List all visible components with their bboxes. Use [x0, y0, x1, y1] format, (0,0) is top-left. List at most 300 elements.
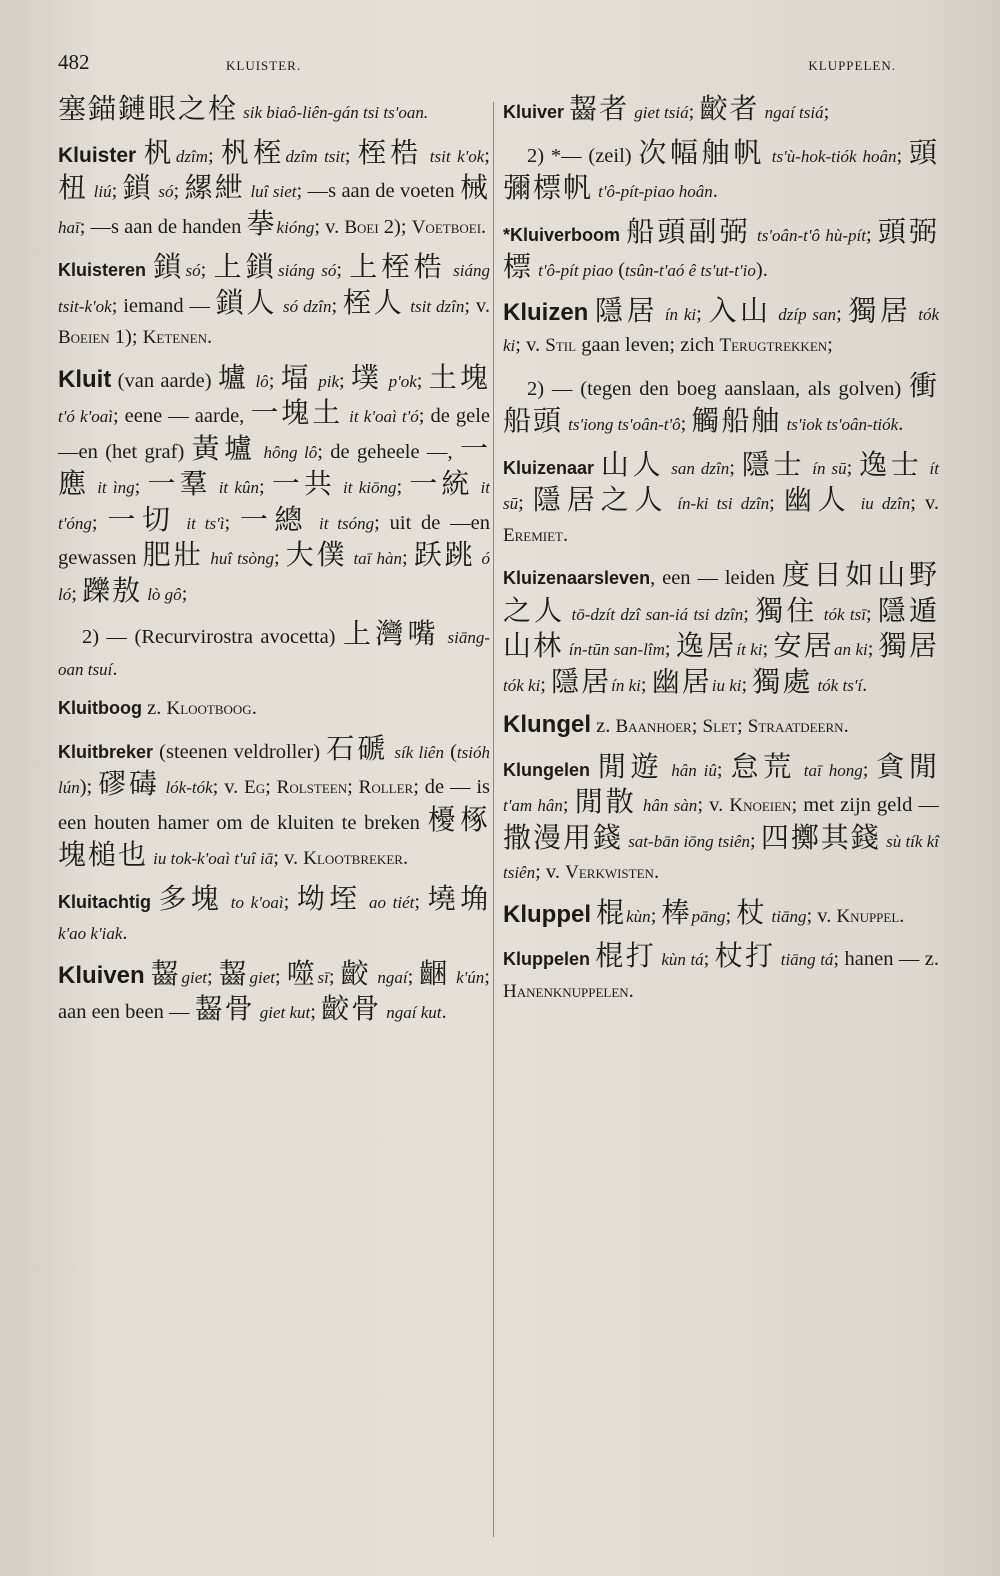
entry-text: (steenen veldroller)	[153, 740, 327, 763]
romanization: tók ki	[503, 675, 541, 695]
entry-text: (	[443, 740, 457, 763]
entry-text: ;	[224, 511, 240, 534]
chinese-text: 杻	[58, 171, 89, 204]
romanization: só	[185, 261, 201, 280]
entry-text: ;	[729, 456, 742, 479]
romanization: t'ô-pít piao	[538, 261, 614, 280]
romanization: só dzîn	[283, 296, 332, 316]
romanization: tók tsī	[823, 604, 866, 624]
entry-text: ;	[310, 1001, 322, 1023]
entry-text: ;	[181, 582, 188, 605]
romanization: sī	[317, 967, 329, 987]
entry-text	[422, 145, 429, 167]
romanization: tók ts'í	[817, 675, 863, 695]
chinese-text: 齩	[340, 956, 372, 990]
entry-text: ;	[741, 673, 753, 696]
entry-text: ; v.	[515, 334, 546, 356]
romanization: ín ki	[664, 304, 697, 324]
headword: *Kluiverboom	[503, 224, 621, 245]
romanization: giet	[181, 967, 207, 987]
romanization: só	[158, 182, 174, 201]
romanization: tsióh lún	[58, 742, 490, 797]
romanization: ngaí	[377, 967, 408, 987]
romanization: lô	[255, 371, 269, 391]
romanization: it ts'ì	[186, 513, 225, 533]
romanization: sù tík kî tsiên	[503, 831, 939, 882]
entry-text: ;	[865, 223, 878, 246]
chinese-text: 躒敖	[82, 573, 143, 607]
entry-text: ;	[111, 180, 123, 202]
romanization: it tsóng	[318, 513, 375, 533]
entry-text: ; hanen — z.	[833, 948, 939, 970]
entry-text: ;	[688, 101, 700, 123]
chinese-text: 齩者	[699, 92, 760, 125]
chinese-text: 怠荒	[730, 749, 796, 783]
romanization: sik biaô-liên-gán tsi ts'oan.	[243, 103, 429, 122]
headword: Kluizenaarsleven	[503, 568, 651, 588]
romanization: tō-dzít dzî san-iá tsi dzîn	[571, 604, 744, 624]
chinese-text: 撒漫用錢	[503, 820, 624, 854]
entry-text: 2) — (Recurvirostra avocetta)	[82, 626, 343, 648]
entry-text: ;	[268, 369, 281, 392]
chinese-text: 械	[460, 171, 491, 204]
headword: Kluppelen	[503, 949, 591, 969]
headword: Kluitboog	[58, 698, 142, 718]
chinese-text: 逸士	[859, 447, 923, 481]
cross-reference: Klootbreker	[303, 848, 403, 869]
entry-text: ; eene — aarde,	[112, 405, 251, 427]
romanization: tsûn-t'aó ê ts'ut-t'io	[625, 261, 756, 280]
romanization: to k'oaì	[230, 892, 284, 912]
romanization: kióng	[276, 217, 315, 237]
entry-text: ; v.	[910, 492, 939, 514]
entry-text: ;	[200, 259, 214, 281]
chinese-text: 杋	[143, 135, 176, 169]
dictionary-entry	[58, 251, 490, 354]
entry-text: ;	[725, 904, 737, 927]
romanization: siáng só	[277, 261, 337, 280]
right-column	[503, 93, 939, 1015]
chinese-text: 跃跳	[413, 538, 476, 571]
dictionary-entry	[58, 137, 490, 244]
chinese-text: 杖	[736, 895, 767, 929]
chinese-text: 桎人	[343, 285, 405, 319]
dictionary-entry	[503, 897, 939, 933]
entry-text: ; —s aan de handen	[79, 215, 247, 238]
chinese-text: 齫	[419, 956, 451, 990]
romanization: giet	[249, 967, 276, 987]
chinese-text: 獨住	[755, 593, 818, 627]
romanization: lók-tók	[165, 778, 213, 797]
dictionary-entry	[58, 883, 490, 950]
romanization: it k'oaì t'ó	[349, 407, 419, 426]
entry-text: ;	[258, 476, 272, 498]
chinese-text: 閒遊	[597, 749, 664, 783]
romanization: pik	[318, 371, 340, 391]
cross-reference: Hanenknuppelen	[503, 980, 629, 1002]
entry-text: ; aan een been —	[58, 965, 490, 1023]
column-divider	[493, 102, 494, 1537]
entry-text: gaan leven; zich	[576, 334, 720, 356]
chinese-text: 頭彌標帆	[503, 135, 939, 204]
entry-text: ; met zijn geld —	[791, 794, 939, 816]
romanization: giet tsiá	[634, 103, 689, 122]
entry-text: ;	[836, 302, 849, 325]
dictionary-entry	[58, 958, 490, 1029]
entry-text: ;	[896, 144, 909, 167]
entry-text: ; v.	[314, 215, 345, 238]
romanization: t'ó k'oaì	[58, 407, 113, 426]
headword: Kluizen	[503, 298, 589, 326]
romanization: ngaí tsiá	[764, 103, 824, 122]
chinese-text: 隱遁山林	[503, 593, 940, 662]
chinese-text: 次幅舳帆	[638, 135, 765, 169]
chinese-text: 一羣	[147, 467, 212, 500]
chinese-text: 土塊	[428, 360, 490, 394]
entry-text: .	[898, 413, 904, 435]
entry-text: ;	[328, 965, 341, 988]
cross-reference: Verkwisten	[565, 862, 654, 883]
entry-text: ; v.	[464, 294, 490, 317]
entry-text	[473, 476, 480, 498]
entry-text: ; de gele —en (het graf)	[58, 405, 490, 463]
romanization: ín sū	[812, 458, 847, 478]
romanization: tsit dzîn	[410, 296, 465, 316]
chinese-text: 度日如山野之人	[503, 558, 939, 627]
romanization: luî siet	[250, 182, 297, 201]
entry-text	[223, 891, 231, 913]
entry-text: ;	[283, 890, 297, 913]
romanization: it kûn	[218, 478, 259, 497]
entry-text: (van aarde)	[111, 369, 218, 392]
entry-text: (	[613, 259, 626, 281]
chinese-text: 入山	[708, 293, 772, 327]
dictionary-entry	[503, 93, 939, 129]
entry-text: ;	[696, 302, 709, 325]
entry-text: .	[563, 523, 569, 546]
headword: Kluit	[58, 365, 112, 393]
cross-reference: Straatdeern	[747, 716, 844, 737]
romanization: iu ki	[711, 675, 742, 695]
entry-text: ;	[416, 369, 429, 392]
dictionary-entry	[503, 751, 939, 889]
chinese-text: 鎖	[153, 250, 186, 283]
romanization: ín-tūn san-lîm	[568, 640, 665, 659]
romanization: siáng tsit-k'ok	[58, 261, 490, 316]
chinese-text: 齩骨	[321, 992, 382, 1025]
romanization: taī hong	[803, 760, 863, 780]
entry-text: .	[441, 1001, 447, 1023]
cross-reference: Eg	[244, 777, 266, 798]
entry-text: ; de geheele —,	[317, 440, 460, 463]
chinese-text: 上灣嘴	[342, 617, 441, 650]
right-running-head: KLUPPELEN.	[808, 58, 896, 73]
romanization: it ìng	[97, 478, 135, 497]
entry-text: ;	[865, 602, 878, 625]
entry-text: .	[206, 326, 213, 348]
chinese-text: 鎖	[122, 171, 153, 204]
romanization: liú	[93, 182, 112, 201]
entry-text: ;	[402, 547, 414, 569]
entry-text: ;	[207, 965, 219, 988]
entry-text: ; v.	[806, 904, 837, 927]
headword: Klungel	[503, 711, 591, 738]
entry-text: ;	[339, 369, 352, 392]
cross-reference: Boei	[344, 216, 379, 238]
entry-text: ;	[207, 144, 221, 167]
entry-text: ;	[691, 715, 703, 737]
dictionary-entry	[58, 733, 490, 875]
romanization: ín-ki tsi dzîn	[677, 494, 770, 513]
entry-text: ;	[396, 476, 410, 498]
headword: Kluizenaar	[503, 457, 595, 478]
chinese-text: 杖打	[714, 939, 776, 972]
entry-text	[796, 759, 804, 781]
romanization: taī hàn	[353, 549, 403, 568]
entry-text: ; —s aan de voeten	[296, 180, 461, 202]
entry-text	[765, 145, 772, 167]
dictionary-entry	[503, 709, 939, 743]
romanization: tók ki	[503, 304, 940, 355]
entry-text: ;	[173, 180, 185, 202]
chinese-text: 拲	[246, 206, 277, 240]
entry-text: 2) *— (zeil)	[527, 144, 639, 167]
entry-text: ;	[750, 829, 761, 852]
entry-text: ; uit de —en gewassen	[58, 511, 490, 569]
dictionary-entry	[503, 216, 939, 287]
cross-reference: Rolsteen	[276, 777, 348, 798]
entry-text: .	[899, 904, 905, 927]
chinese-text: 上鎖	[213, 250, 278, 283]
cross-reference: Knuppel	[836, 905, 900, 927]
entry-text: ;	[680, 413, 692, 435]
entry-text: , een — leiden	[650, 567, 782, 589]
chinese-text: 多塊	[158, 881, 224, 915]
chinese-text: 山人	[600, 447, 665, 481]
headword: Kluister	[58, 143, 137, 167]
dictionary-entry	[503, 449, 939, 552]
dictionary-entry	[58, 93, 490, 129]
romanization: lò gô	[147, 584, 182, 604]
entry-text	[177, 512, 187, 534]
cross-reference: Ketenen	[142, 327, 207, 348]
chinese-text: 齧骨	[194, 992, 255, 1025]
entry-text: ;	[769, 492, 784, 514]
cross-reference: Knoeien	[729, 795, 792, 816]
chinese-text: 隱居之人	[532, 483, 669, 516]
entry-text: ;	[336, 259, 350, 281]
romanization: hân iû	[671, 760, 717, 780]
chinese-text: 一總	[239, 502, 310, 536]
entry-text: ;	[743, 602, 756, 625]
entry-text: ; v.	[212, 776, 245, 798]
romanization: ó ló	[58, 549, 490, 604]
entry-text: ;	[650, 904, 662, 927]
left-running-head: KLUISTER.	[226, 58, 302, 73]
cross-reference: Slet	[702, 716, 737, 737]
entry-text: .	[712, 180, 718, 202]
chinese-text: 堛	[280, 360, 312, 394]
chinese-text: 墣	[351, 360, 383, 394]
cross-reference: Terugtrekken	[719, 335, 828, 356]
romanization: ts'oân-t'ô hù-pít	[756, 225, 866, 245]
entry-text	[668, 492, 677, 514]
chinese-text: 黃壚	[191, 431, 257, 465]
chinese-text: 棒	[661, 895, 692, 929]
left-column	[58, 93, 490, 1037]
chinese-text: 塞錨鏈眼之栓	[58, 92, 239, 125]
entry-text	[852, 492, 861, 514]
entry-text: ;	[846, 456, 860, 479]
entry-text: ;	[347, 776, 359, 798]
chinese-text: 大僕	[285, 538, 348, 571]
entry-text: 2) — (tegen den boeg aanslaan, als golven)	[527, 377, 909, 400]
headword: Kluisteren	[58, 260, 147, 280]
entry-text: ;	[562, 794, 575, 816]
chinese-text: 貪閒	[876, 749, 940, 783]
entry-text: .	[653, 861, 660, 883]
romanization: ao tiét	[369, 892, 415, 912]
chinese-text: 桎梏	[357, 135, 423, 169]
dictionary-entry	[503, 137, 939, 208]
romanization: dzîm tsit	[285, 146, 345, 166]
romanization: ít sū	[503, 458, 939, 513]
entry-text	[590, 759, 598, 781]
page-header	[58, 50, 924, 84]
chinese-text: 磟碡	[98, 767, 160, 800]
romanization: sat-bān iōng tsiên	[628, 831, 751, 851]
entry-text: 2);	[378, 215, 412, 238]
romanization: ít ki	[736, 640, 763, 659]
chinese-text: 坳垤	[296, 881, 362, 915]
chinese-text: 棍打	[595, 939, 656, 972]
entry-text: .	[251, 697, 257, 719]
romanization: giet kut	[259, 1003, 311, 1022]
entry-text: ;	[867, 638, 879, 660]
headword: Kluppel	[503, 900, 591, 928]
entry-text: ;	[518, 492, 533, 514]
cross-reference: Boeien	[58, 327, 110, 348]
chinese-text: 一統	[409, 467, 474, 500]
chinese-text: 齧	[150, 956, 182, 990]
romanization: kùn tá	[661, 950, 704, 969]
romanization: sík liên	[394, 742, 444, 762]
chinese-text: 頭弼標	[503, 214, 940, 283]
entry-text: .	[112, 657, 118, 680]
dictionary-entry	[503, 370, 939, 441]
romanization: pāng	[691, 906, 726, 926]
entry-text: .	[402, 847, 409, 869]
dictionary-entry	[58, 618, 490, 685]
dictionary-entry	[503, 940, 939, 1007]
chinese-text: 上桎梏	[349, 250, 446, 283]
romanization: ngaí kut	[386, 1003, 442, 1022]
entry-text: ).	[755, 259, 768, 281]
entry-text	[309, 512, 319, 534]
entry-text: .	[862, 673, 868, 696]
romanization: t'am hân	[503, 796, 563, 815]
chinese-text: 櫌椓塊槌也	[58, 802, 490, 871]
romanization: dzíp san	[778, 304, 837, 324]
romanization: an ki	[834, 640, 868, 659]
chinese-text: 安居	[773, 629, 835, 662]
chinese-text: 船頭副弼	[626, 214, 751, 248]
entry-text: ; de — is een houten hamer om de kluiten te breken	[58, 776, 491, 834]
entry-text: ;	[134, 476, 148, 498]
entry-text: ;	[540, 673, 552, 696]
romanization: tiāng	[771, 906, 807, 926]
romanization: tiāng tá	[780, 950, 834, 969]
entry-text: );	[79, 776, 99, 798]
entry-text	[440, 626, 447, 648]
entry-text	[212, 476, 219, 498]
entry-text	[362, 891, 370, 913]
page-number: 482	[58, 50, 90, 74]
chinese-text: 墝埆	[427, 881, 490, 915]
chinese-text: 觸船舳	[691, 404, 782, 437]
chinese-text: 四擲其錢	[760, 820, 881, 854]
chinese-text: 閒散	[574, 785, 637, 818]
entry-text: ;	[862, 758, 877, 781]
entry-text: .	[628, 979, 634, 1002]
chinese-text: 杋桎	[221, 135, 286, 169]
chinese-text: 獨處	[752, 664, 813, 698]
romanization: tsit k'ok	[429, 146, 485, 166]
entry-text: ;	[265, 776, 277, 798]
entry-text	[136, 145, 143, 167]
cross-reference: Eremiet	[503, 524, 563, 546]
romanization: it t'óng	[58, 478, 490, 533]
chinese-text: 一塊土	[250, 396, 344, 429]
chinese-text: 一切	[107, 502, 177, 536]
romanization: hân sàn	[642, 796, 698, 815]
chinese-text: 齧	[218, 956, 250, 990]
entry-text: .	[843, 715, 849, 737]
entry-text: ;	[275, 965, 287, 988]
entry-text: ;	[716, 758, 731, 781]
romanization: iu tok-k'oaì t'uî iā	[153, 849, 274, 868]
cross-reference: Baanhoer	[615, 716, 692, 737]
entry-text: ;	[703, 948, 715, 970]
romanization: ín ki	[611, 675, 641, 695]
romanization: ts'iok ts'oân-tiók	[786, 415, 899, 434]
romanization: p'ok	[388, 371, 417, 391]
entry-text: ;	[414, 890, 428, 913]
dictionary-entry	[58, 362, 490, 611]
headword: Kluitachtig	[58, 891, 151, 912]
chinese-text: 獨居	[878, 629, 940, 662]
chinese-text: 逸居	[675, 629, 737, 662]
romanization: it kiōng	[343, 478, 397, 497]
entry-text: ; v.	[697, 794, 730, 816]
cross-reference: Voetboei	[411, 216, 482, 238]
romanization: haī	[58, 217, 80, 237]
headword: Kluitbreker	[58, 741, 154, 762]
chinese-text: 幽居	[651, 664, 712, 698]
entry-text: 1);	[109, 326, 143, 348]
chinese-text: 隱士	[741, 447, 806, 481]
entry-text: ;	[344, 144, 358, 167]
dictionary-entry	[503, 295, 939, 362]
entry-text: ;	[71, 582, 83, 605]
chinese-text: 鎖人	[215, 285, 278, 319]
entry-text: ; v.	[273, 847, 304, 869]
romanization: san dzîn	[671, 458, 730, 478]
entry-text: ;	[91, 511, 108, 534]
entry-text: ;	[274, 547, 286, 569]
chinese-text: 齧者	[569, 92, 630, 125]
entry-text	[923, 457, 930, 479]
